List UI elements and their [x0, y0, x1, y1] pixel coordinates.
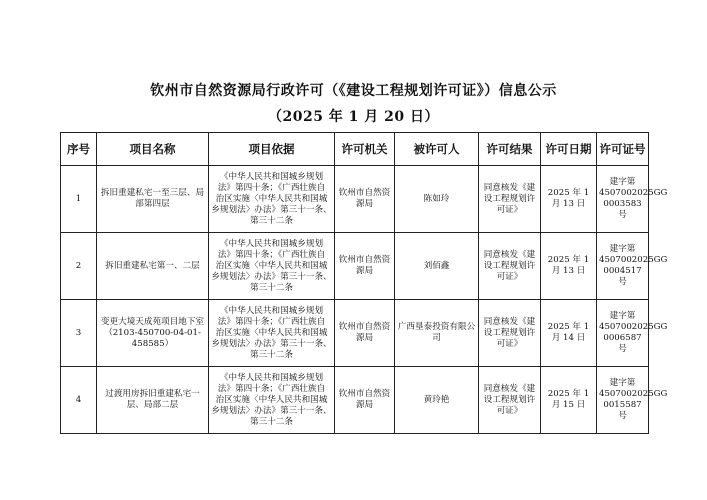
cell-project-name: 拆旧重建私宅第一、二层: [97, 233, 209, 300]
cell-result: 同意核发《建设工程规划许可证》: [479, 233, 541, 300]
cell-licensee: 黄玲艳: [395, 367, 479, 434]
cell-date: 2025 年 1 月 13 日: [541, 166, 597, 233]
cell-no: 4: [61, 367, 97, 434]
basis-line: 乡规划法〉办法》第三十一条、: [211, 405, 332, 416]
header-license-no: 许可证号: [597, 133, 649, 166]
cell-result: 同意核发《建设工程规划许可证》: [479, 300, 541, 367]
basis-line: 法》第四十条；《广西壮族自: [217, 316, 326, 327]
cell-no: 2: [61, 233, 97, 300]
cell-licensee: 陈如玲: [395, 166, 479, 233]
basis-line: 治区实施〈中华人民共和国城: [215, 327, 328, 338]
header-project-name: 项目名称: [97, 133, 209, 166]
basis-line: 第三十二条: [250, 215, 293, 226]
page-date: （2025 年 1 月 20 日）: [267, 109, 440, 125]
cell-project-name: 拆旧重建私宅一至三层、局部第四层: [97, 166, 209, 233]
cell-result: 同意核发《建设工程规划许可证》: [479, 367, 541, 434]
basis-line: 法》第四十条；《广西壮族自: [217, 249, 326, 260]
basis-line: 法》第四十条；《广西壮族自: [217, 182, 326, 193]
cell-basis: [209, 300, 335, 367]
basis-line: 《中华人民共和国城乡规划: [219, 238, 324, 249]
page-title: 钦州市自然资源局行政许可（《建设工程规划许可证》）信息公示: [150, 83, 557, 99]
cell-result: 同意核发《建设工程规划许可证》: [479, 166, 541, 233]
cell-basis: [209, 233, 335, 300]
cell-basis: [209, 166, 335, 233]
permit-table: [60, 132, 668, 434]
header-basis: 项目依据: [209, 133, 335, 166]
basis-line: 治区实施〈中华人民共和国城: [215, 193, 328, 204]
cell-authority: 钦州市自然资源局: [335, 233, 395, 300]
table-row: [61, 367, 649, 434]
table-header-row: [61, 133, 649, 166]
basis-line: 乡规划法〉办法》第三十一条、: [211, 271, 332, 282]
cell-no: 3: [61, 300, 97, 367]
cell-project-name: 变更大境天成苑项目地下室（2103-450700-04-01-458585）: [97, 300, 209, 367]
cell-license-no: 建字第 4507002025GG 0004517 号: [597, 233, 649, 300]
cell-authority: 钦州市自然资源局: [335, 300, 395, 367]
cell-date: 2025 年 1 月 15 日: [541, 367, 597, 434]
cell-license-no: 建字第 4507002025GG 0003583 号: [597, 166, 649, 233]
cell-license-no: 建字第 4507002025GG 0015587 号: [597, 367, 649, 434]
header-no: 序号: [61, 133, 97, 166]
cell-authority: 钦州市自然资源局: [335, 166, 395, 233]
cell-project-name: 过渡用房拆旧重建私宅一层、局部二层: [97, 367, 209, 434]
basis-line: 《中华人民共和国城乡规划: [219, 305, 324, 316]
basis-line: 《中华人民共和国城乡规划: [219, 171, 324, 182]
cell-date: 2025 年 1 月 13 日: [541, 233, 597, 300]
header-result: 许可结果: [479, 133, 541, 166]
cell-no: 1: [61, 166, 97, 233]
basis-line: 第三十二条: [250, 349, 293, 360]
basis-line: 第三十二条: [250, 282, 293, 293]
cell-license-no: 建字第 4507002025GG 0006587 号: [597, 300, 649, 367]
table-row: [61, 166, 649, 233]
table-row: [61, 233, 649, 300]
basis-line: 乡规划法〉办法》第三十一条、: [211, 204, 332, 215]
table-row: [61, 300, 649, 367]
cell-date: 2025 年 1 月 14 日: [541, 300, 597, 367]
basis-line: 治区实施〈中华人民共和国城: [215, 394, 328, 405]
basis-line: 乡规划法〉办法》第三十一条、: [211, 338, 332, 349]
header-date: 许可日期: [541, 133, 597, 166]
cell-authority: 钦州市自然资源局: [335, 367, 395, 434]
basis-line: 《中华人民共和国城乡规划: [219, 372, 324, 383]
basis-line: 第三十二条: [250, 416, 293, 427]
cell-basis: [209, 367, 335, 434]
basis-line: 法》第四十条；《广西壮族自: [217, 383, 326, 394]
basis-line: 治区实施〈中华人民共和国城: [215, 260, 328, 271]
header-authority: 许可机关: [335, 133, 395, 166]
cell-licensee: 刘佰鑫: [395, 233, 479, 300]
header-licensee: 被许可人: [395, 133, 479, 166]
cell-licensee: 广西垦泰投资有限公司: [395, 300, 479, 367]
